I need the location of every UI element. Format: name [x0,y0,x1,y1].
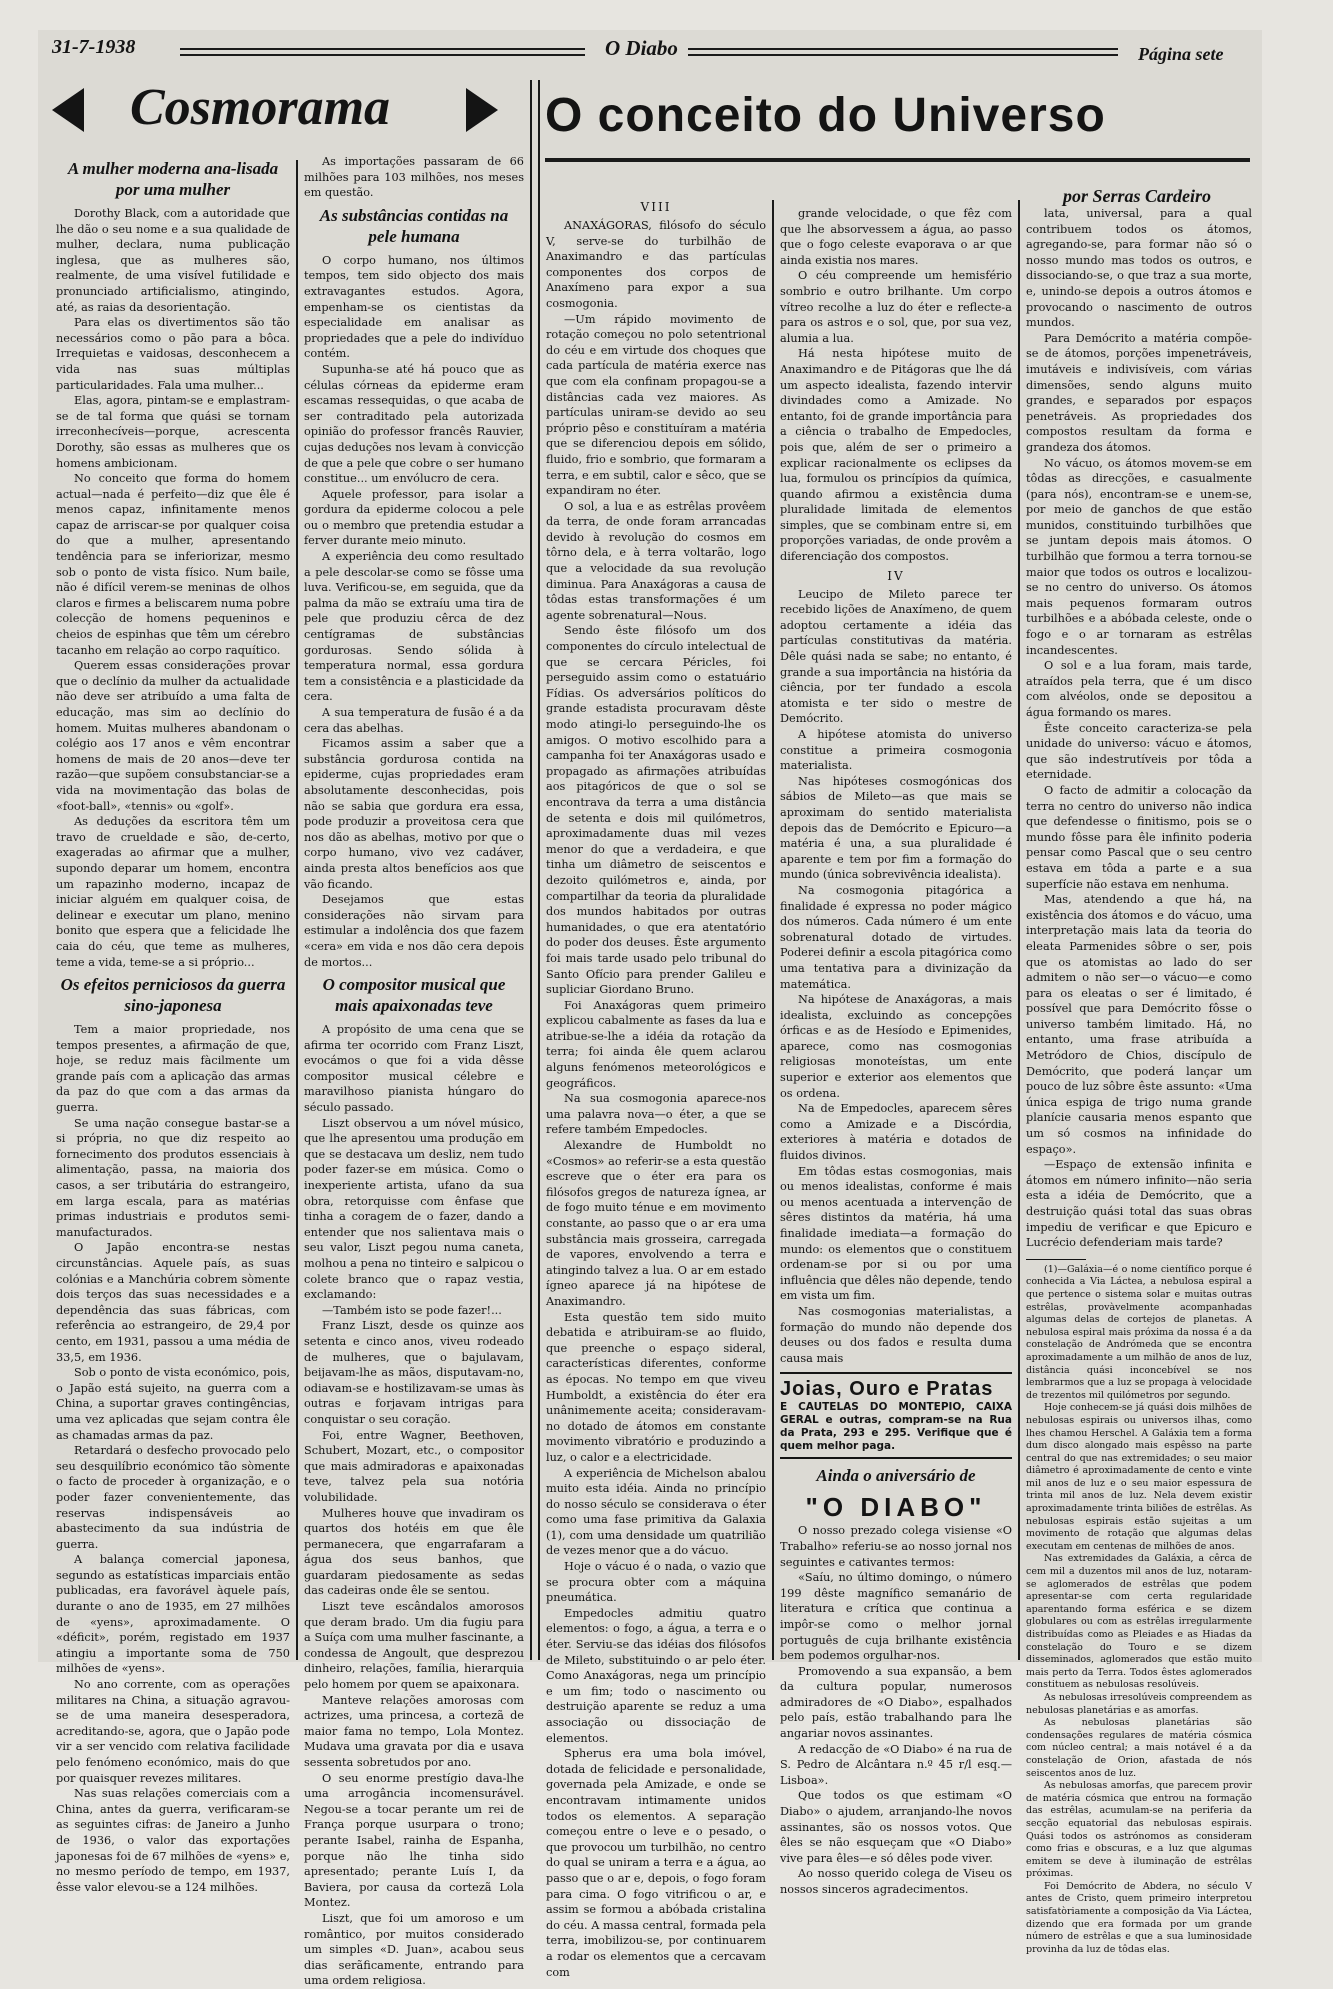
heading-composer: O compositor musical que mais apaixonadas teve [322,975,506,1016]
paragraph: Leucipo de Mileto parece ter recebido lições de Anaxímeno, de quem adoptou certamente a idéia das partículas constitutivas da matéria. Dêle quási nada se sabe; no entanto, é grande a sua importância na história da ciência, por ter fundado a escola atomista e ter sido o mestre de Demócrito. [780,587,1012,726]
column-4 [780,206,1012,1896]
paragraph: Êste conceito caracteriza-se pela unidade do universo: vácuo e átomos, que são indestrutíveis por tôda a eternidade. [1026,721,1252,782]
ad-title: Joias, Ouro e Pratas [780,1378,994,1401]
paragraph: A experiência de Michelson abalou muito esta idéia. Ainda no princípio do nosso século se considerava o éter como uma fase primitiva da Galaxia (1), com uma densidade um quatrilião de vezes menor que a do vácuo. [546,1466,766,1558]
paragraph: Que todos os que estimam «O Diabo» o ajudem, arranjando-lhe novos assinantes, são os nossos votos. Que êles se não esqueçam que «O Diabo» vive para êles—e só dêles pode viver. [780,1789,1012,1865]
paragraph: Liszt, que foi um amoroso e um romântico, por muitos considerado um simples «D. Juan», acabou seus dias serãficamente, entrando para uma ordem religiosa. [304,1911,524,1988]
paragraph: ANAXÁGORAS, filósofo do século V, serve-se do turbilhão de Anaximandro e das partículas componentes dos corpos de Anaxímeno para expor a sua cosmogonia. [546,219,766,310]
column-divider [1018,200,1020,1660]
paragraph: Ao nosso querido colega de Viseu os nossos sinceros agradecimentos. [780,1867,1012,1896]
paragraph: Promovendo a sua expansão, a bem da cultura popular, numerosos admiradores de «O Diabo», espalhados pelo país, estão trabalhando para lhe angariar novos assinantes. [780,1664,1012,1741]
column-divider [772,200,774,1660]
paragraph: Dorothy Black, com a autoridade que lhe dão o seu nome e a sua qualidade de mulher, declara, numa publicação inglesa, que as mulheres são, realmente, de uma visível futilidade e pronunciado artificialismo, atingindo, até, as raias da desorientação. [56,207,290,314]
paragraph: Na de Empedocles, aparecem sêres como a Amizade e a Discórdia, exteriores à matéria e dotados de fluidos divinos. [780,1102,1012,1163]
paragraph: Nas cosmogonias materialistas, a formação do mundo não depende dos deuses ou dos fados e resulta duma causa mais [780,1304,1012,1365]
paragraph: A hipótese atomista do universo constitue a primeira cosmogonia materialista. [780,728,1012,773]
paragraph: O sol e a lua foram, mais tarde, atraídos pela terra, que é um disco com alvéolos, onde se depositou a água formando os mares. [1026,659,1252,719]
column-divider [538,80,540,1660]
paragraph: Elas, agora, pintam-se e emplastram-se de tal forma que quási se tornam irreconhecíveis—porque, acrescenta Dorothy, são essas as mulheres que os homens ambicionam. [56,394,290,470]
section-title: Cosmorama [130,79,391,136]
paragraph: —Espaço de extensão infinita e átomos em número infinito—não seria esta a idéia de Demócrito, que a destruição quási total das suas obras impediu de verificar e que Epicuro e Lucrécio defenderiam mais tarde? [1026,1158,1252,1250]
paragraph: O sol, a lua e as estrêlas provêem da terra, de onde foram arrancadas devido à revolução do cosmos em tôrno dela, e à terra voltarão, logo que a velocidade da sua revolução diminua. Para Anaxágoras a causa de tôdas estas transformações é um agente sobrenatural—Nous. [546,499,766,622]
heading-anniversary-pre: Ainda o aniversário de [816,1466,976,1486]
paragraph: —Também isto se pode fazer!... [322,1303,502,1317]
paragraph: Foi, entre Wagner, Beethoven, Schubert, Mozart, etc., o compositor que mais admiradoras e apaixonadas teve, talvez pela sua notória volubilidade. [304,1428,524,1504]
paragraph: Nas hipóteses cosmogónicas dos sábios de Mileto—as que mais se aproximam do sentido materialista depois das de Demócrito e Epicuro—a matéria é una, a sua pluralidade é aparente e tem por fim a formação do mundo (única sobrevivência idealista). [780,774,1012,882]
heading-anniversary-main: "O DIABO" [805,1492,987,1523]
paragraph: A experiência deu como resultado a pele descolar-se como se fôsse uma luva. Verificou-se, em seguida, que da palma da mão se extraíu uma tira de pele que produziu cêrca de dez centígramas de substâncias gordurosas. Sendo sólida à temperatura normal, essa gordura tem a consistência e a plasticidade da cera. [304,550,524,704]
masthead-rule-left [180,48,585,50]
paragraph: Retardará o desfecho provocado pelo seu desquilíbrio económico tão sòmente o facto de proceder à organização, e o poder fazer convenientemente, das reservas indispensáveis ao abastecimento da sua indústria de guerra. [56,1444,290,1551]
paragraph: Na cosmogonia pitagórica a finalidade é expressa no poder mágico dos números. Cada número é um ente sobrenatural dotado de virtudes. Poderei definir a escola pitagórica como uma tentativa para a divinização da matemática. [780,883,1012,991]
paragraph: Sob o ponto de vista económico, pois, o Japão está sujeito, na guerra com a China, a suportar graves contingências, uma vez aplicadas que sejam contra êle as chamadas armas da paz. [56,1366,290,1442]
paragraph: Spherus era uma bola imóvel, dotada de felicidade e personalidade, governada pela Amizade, e onde se encontravam intimamente unidos todos os elementos. A separação começou entre o leve e o pesado, o que provocou um turbilhão, no centro do qual se uniram a terra e a água, ao passo que o ar e, depois, o fogo foram para cima. O fogo vitrificou o ar, e assim se formou a abóbada cristalina do céu. A massa central, formada pela terra, imobilizou-se, por continuarem a rodar os elementos que a cercavam com [546,1747,766,1979]
footnote: Nas extremidades da Galáxia, a cêrca de cem mil a duzentos mil anos de luz, notaram-se aglomerados de estrêlas que podem apresentar-se com certa regularidade aparentando forma esférica e se dizem globulares ou com as estrêlas irregularmente distribuídas como as Pleiades e as Hiadas da constelação do Touro e se dizem disseminados, aglomerados que estão muito mais perto da Terra. Todos êstes aglomerados constituem as nebulosas resolúveis. [1026,1553,1252,1691]
section-number: VIII [640,200,672,214]
paragraph: A sua temperatura de fusão é a da cera das abelhas. [304,706,524,735]
footnote: Hoje conhecem-se já quási dois milhões de nebulosas espirais ou universos ilhas, como lhes chamou Herschel. A Galáxia tem a forma dum disco alongado mais espêsso na parte central do que nas extremidades; o seu maior diâmetro é aproximadamente de cento e vinte mil anos de luz e o seu maior espessura de trinta mil anos de luz. Nela devem existir aproximadamente trinta biliões de estrêlas. As nebulosas espirais estão sujeitas a um movimento de rotação que algumas delas executam em centenas de milhões de anos. [1026,1402,1252,1552]
paragraph: O Japão encontra-se nestas circunstâncias. Aquele país, as suas colónias e a Manchúria cobrem sòmente dois terços das suas necessidades e a dependência das suas fábricas, com referência ao estrangeiro, de 29,4 por cento, em 1931, passou a uma média de 33,5, em 1936. [56,1241,290,1364]
footnote: As nebulosas planetárias são condensações regulares de matéria cósmica com núcleo central; a mais notável é a da constelação de Orion, afastada de nós seiscentos anos de luz. [1026,1717,1252,1779]
ad-text: E CAUTELAS DO MONTEPIO, CAIXA GERAL e outras, compram-se na Rua da Prata, 293 e 295. Verifique que é quem melhor paga. [780,1401,1012,1453]
column-divider [530,80,532,1660]
paragraph: Há nesta hipótese muito de Anaximandro e de Pitágoras que lhe dá um aspecto idealista, fazendo intervir divindades como a Amizade. No entanto, foi de grande importância para a ciência o trabalho de Empedocles, pois que, além de ser o primeiro a explicar racionalmente os eclipses da lua, formulou os princípios da química, quando afirmou a existência duma pluralidade limitada de elementos simples, que se combinam entre si, em proporções variadas, de onde provêm a diferenciação dos compostos. [780,347,1012,564]
paragraph: Franz Liszt, desde os quinze aos setenta e cinco anos, viveu rodeado de mulheres, que o bajulavam, beijavam-lhe as mãos, disputavam-no, odiavam-se e hostilizavam-se umas às outras e forjavam intrigas para conquistar o seu coração. [304,1319,524,1426]
paragraph: Mas, atendendo a que há, na existência dos átomos e do vácuo, uma interpretação mais lata da teoria do eleata Parmenides sôbre o ser, pois que os atomistas ao lado do ser admitem o não ser—o vácuo—e como para os eleatas o ser é limitado, é possível que para Demócrito fôsse o universo também limitado. Há, no entanto, uma frase atribuída a Metródoro de Chios, discípulo de Demócrito, que poderá lançar um pouco de luz sôbre êste assunto: «Uma única espiga de trigo numa grande planície causaria menos espanto que um só cosmos na infinidade do espaço». [1026,893,1252,1156]
section-number: IV [887,568,905,583]
paragraph: Na sua cosmogonia aparece-nos uma palavra nova—o éter, a que se refere também Empedocles. [546,1092,766,1137]
footnote-rule [1026,1259,1086,1260]
paragraph: Querem essas considerações provar que o declínio da mulher da actualidade não deve ser atribuído a uma falta de educação, mas sim ao declínio do homem. Muitas mulheres abandonam o colégio aos 17 anos e vêm encontrar homens de mais de 20 anos—deve ter razão—que supõem consubstanciar-se a vida na movimentação das bolas de «foot-ball», «tennis» ou «golf». [56,659,290,813]
paragraph: Na hipótese de Anaxágoras, a mais idealista, excluindo as concepções órficas e as de Hesíodo e Epimenides, aparece, como nas cosmogonias religiosas monoteístas, um ente superior e exterior aos elementos que os ordena. [780,993,1012,1100]
paragraph: grande velocidade, o que fêz com que lhe absorvessem a água, ao passo que o fogo celeste evaporava o ar que ainda existia nos mares. [780,207,1012,267]
paragraph: lata, universal, para a qual contribuem todos os átomos, agregando-se, para formar não só o nosso mundo mas todos os outros, e dissociando-se, o que traz a sua morte, e, unindo-se depois a outros átomos e provocando o nascimento de outros mundos. [1026,207,1252,330]
paragraph: Supunha-se até há pouco que as células córneas da epiderme eram escamas ressequidas, o que acaba de ser contraditado pela autorizada opinião do professor francês Rauvier, cujas deduções nos levam à convicção de que a pele que cobre o ser humano constitue... um envólucro de cera. [304,362,524,486]
paragraph: O facto de admitir a colocação da terra no centro do universo não indica que defendesse o finitismo, pois se o mundo fôsse para êle infinito poderia pensar como Pascal que o seu centro estava em tôda a parte e a sua superfície não estava em nenhuma. [1026,783,1252,891]
paragraph: As deduções da escritora têm um travo de crueldade e são, de-certo, exageradas ao afirmar que a mulher, supondo deparar um homem, encontra um rapazinho moderno, incapaz de iniciar alguém em qualquer coisa, de delinear e executar um plano, menino bonito que espera que a felicidade lhe caia do céu, que teme as mulheres, teme a vida, teme-se a si próprio... [56,815,290,969]
paragraph: Em tôdas estas cosmogonias, mais ou menos idealistas, conforme é mais ou menos acentuada a intervenção de sêres distintos da matéria, há uma finalidade imediata—a formação do mundo: os elementos que o constituem ordenam-se por si ou por uma influência que dêles não depende, tendo em vista um fim. [780,1164,1012,1303]
column-5 [1026,206,1252,1955]
paragraph: O nosso prezado colega visiense «O Trabalho» referiu-se ao nosso jornal nos seguintes e cativantes termos: [780,1524,1012,1569]
paragraph: Nas suas relações comerciais com a China, antes da guerra, verificaram-se as seguintes cifras: de Janeiro a Junho de 1936, o valor das exportações japonesas foi de 67 milhões de «yens» e, no mesmo período de tempo, em 1937, êsse valor elevou-se a 124 milhões. [56,1787,290,1894]
paragraph: A balança comercial japonesa, segundo as estatísticas imparciais então publicadas, era favorável àquele país, durante o ano de 1935, em 27 milhões de «yens», aproximadamente. O «déficit», porém, registado em 1937 atingiu a importante soma de 750 milhões de «yens». [56,1553,290,1676]
article-title: O conceito do Universo [545,89,1106,142]
heading-sino-japanese-war: Os efeitos perniciosos da guerra sino-japonesa [60,975,286,1016]
arrow-left-icon [52,88,84,132]
paragraph: «Saíu, no último domingo, o número 199 dêste magnífico semanário de literatura e crítica que continua a impôr-se como o melhor jornal português de cuja brilhante existência bem podemos orgulhar-nos. [780,1571,1012,1663]
paragraph: Para Demócrito a matéria compõe-se de átomos, porções impenetráveis, imutáveis e indivisíveis, com várias dimensões, sendo alguns muito grandes, e separados por espaços penetráveis. As propriedades dos compostos resultam da forma e grandeza dos átomos. [1026,331,1252,454]
paragraph: —Um rápido movimento de rotação começou no polo setentrional do céu e em virtude dos choques que cada partícula de matéria exerce nas que com ela confinam propagou-se a distâncias cada vez maiores. As partículas uniram-se devido ao seu próprio pêso e constituíram a matéria que se diferenciou depois em sólido, fluido, frio e sombrio, que formaram a terra, e em subtil, calor e sêco, que se expandiram no éter. [546,312,766,498]
paragraph: No vácuo, os átomos movem-se em tôdas as direcções, e casualmente (para nós), encontram-se e unem-se, por meio de ganchos de que estão munidos, constituindo turbilhões que se juntam depois mais átomos. O turbilhão que formou a terra tornou-se maior que todos os outros e localizou-se no centro do universo. Os átomos mais pequenos formaram outros turbilhões e a abóbada celeste, onde o fogo e o ar tornaram as estrêlas incandescentes. [1026,456,1252,657]
newspaper-name: O Diabo [605,36,678,60]
paragraph: No conceito que forma do homem actual—nada é perfeito—diz que êle é menos capaz, infinitamente menos capaz de arriscar-se por qualquer coisa do que a mulher, apresentando tendência para se inferiorizar, mesmo sob o ponto de vista físico. Num baile, não é difícil verem-se meninas de olhos claros e firmes a beliscarem numa pobre colecção de homens pequeninos e cheios de espinhas que têm um cérebro tacanho em relação ao corpo raquítico. [56,472,290,657]
paragraph: Hoje o vácuo é o nada, o vazio que se procura obter com a máquina pneumática. [546,1560,766,1605]
page-number: Página sete [1138,44,1224,64]
footnote: (1)—Galáxia—é o nome científico porque é conhecida a Via Láctea, a nebulosa espiral a que pertence o sistema solar e muitas outras estrêlas, provàvelmente acompanhadas algumas delas de cortejos de planetas. A nebulosa espiral mais próxima da nossa é a da constelação de Andrómeda que se encontra aproximadamente a um milhão de anos de luz, distância quási inconcebível se nos lembrarmos que a luz se propaga à velocidade de trezentos mil quilómetros por segundo. [1026,1263,1252,1401]
title-underline [545,158,1250,162]
arrow-right-icon [466,88,498,132]
paragraph: Desejamos que estas considerações não sirvam para estimular a indolência dos que fazem «cera» em vida e nos dão cera depois de mortos... [304,893,524,969]
paragraph: Esta questão tem sido muito debatida e atribuiram-se ao fluido, que preenche o espaço sideral, características diferentes, conforme as épocas. No tempo em que viveu Humboldt, a existência do éter era unânimemente aceita; consideravam-no dotado de átomos em constante movimento vibratório e produzindo a luz, o calor e a electricidade. [546,1310,766,1464]
masthead-rule-left-2 [180,54,585,56]
paragraph: Sendo êste filósofo um dos componentes do círculo intelectual de que se cercara Péricles, foi perseguido assim como o estatuário Fídias. Os adversários políticos do grande estadista procuravam dêste modo atingi-lo perseguindo-lhe os amigos. O motivo escolhido para a campanha foi ter Anaxágoras usado e propagado as afirmações atribuídas aos pitagóricos de que o sol se encontrava da terra a uma distância de setenta e dois mil quilómetros, aproximadamente duas mil vezes menor do que a verdadeira, e que tinha um diâmetro de seiscentos e dezoito quilómetros e, ainda, por compartilhar da teoria da pluralidade dos mundos habitados por outras humanidades, o que era atentatório do poder dos deuses. Êste argumento foi mais tarde usado pelo tribunal do Santo Ofício para prender Galileu e supliciar Giordano Bruno. [546,624,766,997]
paragraph: Empedocles admitiu quatro elementos: o fogo, a água, a terra e o éter. Serviu-se das idéias dos filósofos de Mileto, substituindo o ar pelo éter. Como Anaxágoras, nega um princípio e um fim; todo o nascimento ou destruição aparente se reduz a uma associação ou dissociação de elementos. [546,1606,766,1745]
paragraph: A propósito de uma cena que se afirma ter ocorrido com Franz Liszt, evocámos o que foi a vida dêsse compositor musical célebre e maravilhoso pianista húngaro do século passado. [304,1023,524,1115]
paragraph: O corpo humano, nos últimos tempos, tem sido objecto dos mais extravagantes estudos. Agora, empenham-se os cientistas da especialidade em analisar as propriedades que a pele do indivíduo contém. [304,253,524,361]
footnote: Foi Demócrito de Abdera, no século V antes de Cristo, quem primeiro interpretou satisfatòriamente a composição da Via Láctea, dizendo que era formada por um grande número de estrêlas e que a sua luminosidade provinha da luz de tôdas elas. [1026,1880,1252,1955]
masthead-rule-right [688,48,1118,50]
paragraph: Mulheres houve que invadiram os quartos dos hotéis em que êle permanecera, que engarrafaram a água dos seus banhos, que guardaram piedosamente as sedas das cadeiras onde êle se sentou. [304,1506,524,1598]
advertisement [780,1372,1012,1459]
issue-date: 31-7-1938 [52,36,136,58]
paragraph: Liszt observou a um nóvel músico, que lhe apresentou uma produção em que se destacava um desliz, nem tudo poder fazer-se em música. Como o inexperiente artista, ufano da sua obra, retorquisse com ênfase que tinha a coragem de o fazer, dando a entender que nos salientava mais o seu valor, Liszt pegou numa caneta, molhou a pena no tinteiro e salpicou o colete branco que o rapaz vestia, exclamando: [304,1116,524,1302]
paragraph: A redacção de «O Diabo» é na rua de S. Pedro de Alcântara n.º 45 r/l esq.—Lisboa». [780,1742,1012,1787]
paragraph: Manteve relações amorosas com actrizes, uma princesa, a cortezã de maior fama no tempo, Lola Montez. Mudava uma gravata por dia e usava sessenta sobretudos por ano. [304,1693,524,1769]
column-2 [304,154,524,1988]
paragraph: Para elas os divertimentos são tão necessários como o pão para a bôca. Irrequietas e vaidosas, desconhecem a vida nas suas múltiplas particularidades. Fala uma mulher... [56,316,290,392]
paragraph: Ficamos assim a saber que a substância gordurosa contida na epiderme, cujas propriedades eram absolutamente desconhecidas, pois não se sabia que gordura era essa, pode produzir a proveitosa cera que nos dão as abelhas, motivo por que o corpo humano, vivo vez cadáver, ainda presta altos benefícios aos que vão ficando. [304,737,524,891]
footnote: As nebulosas amorfas, que parecem provir de matéria cósmica que entrou na formação das estrêlas, acumulam-se na periferia da secção equatorial das nebulosas espirais. Quási todos os astrónomos as consideram como frias e obscuras, e a luz que algumas emitem se deve à iluminação de estrêlas próximas. [1026,1780,1252,1880]
heading-modern-woman: A mulher moderna ana-lisada por uma mulher [67,159,279,199]
paragraph: Alexandre de Humboldt no «Cosmos» ao referir-se a esta questão escreve que o éter era para os filósofos gregos de natureza ígnea, ar de fogo muito ténue e em movimento constante, ao passo que o ar era uma substância mais grosseira, carregada de vapores, envolvendo a terra e atingindo talvez a lua. O ar em estado ígneo aparece já na hipótese de Anaximandro. [546,1139,766,1308]
column-1 [56,154,290,1894]
paragraph: Tem a maior propriedade, nos tempos presentes, a afirmação de que, hoje, se reduz mais fàcilmente um grande país com a aplicação das armas da paz do que com a das armas da guerra. [56,1023,290,1115]
paragraph: O céu compreende um hemisfério sombrio e outro brilhante. Um corpo vítreo recolhe a luz do éter e reflecte-a para os astros e o sol, que, por sua vez, alumia a lua. [780,269,1012,345]
paragraph: Liszt teve escândalos amorosos que deram brado. Um dia fugiu para a Suíça com uma mulher fascinante, a condessa de Angoult, que desprezou dinheiro, relações, família, hierarquia pelo homem por quem se apaixonara. [304,1600,524,1692]
paragraph: As importações passaram de 66 milhões para 103 milhões, nos meses em questão. [304,155,524,200]
column-3 [546,196,766,1979]
paragraph: Aquele professor, para isolar a gordura da epiderme colocou a pele ou o membro que pretendia estudar a ferver durante meio minuto. [304,487,524,548]
paragraph: O seu enorme prestígio dava-lhe uma arrogância incomensurável. Negou-se a tocar perante um rei de França porque usurpara o trono; perante Isabel, rainha de Espanha, porque não lhe tinha sido apresentado; perante Luís I, da Baviera, por causa da cortezã Lola Montez. [304,1771,524,1910]
footnote: As nebulosas irresolúveis compreendem as nebulosas planetárias e as amorfas. [1026,1691,1252,1716]
paragraph: No ano corrente, com as operações militares na China, a situação agravou-se de uma maneira desesperadora, acreditando-se, agora, que o Japão pode vir a ser vencido com relativa facilidade pelo fenómeno económico, mais do que por quaisquer revezes militares. [56,1678,290,1785]
paragraph: Se uma nação consegue bastar-se a si própria, no que diz respeito ao fornecimento dos produtos essenciais à alimentação, passa, na maioria dos casos, a ser tributária do estrangeiro, em larga escala, para as matérias primas industriais e produtos semi-manufacturados. [56,1116,290,1239]
paragraph: Foi Anaxágoras quem primeiro explicou cabalmente as fases da lua e atribue-se-lhe a idéia da rotação da terra; foi ainda êle quem aclarou alguns fenómenos meteorológicos e geográficos. [546,998,766,1090]
heading-skin-substances: As substâncias contidas na pele humana [319,205,509,246]
masthead-rule-right-2 [688,54,1118,56]
byline: por Serras Cardeiro [1063,186,1212,206]
column-divider [296,160,298,1660]
